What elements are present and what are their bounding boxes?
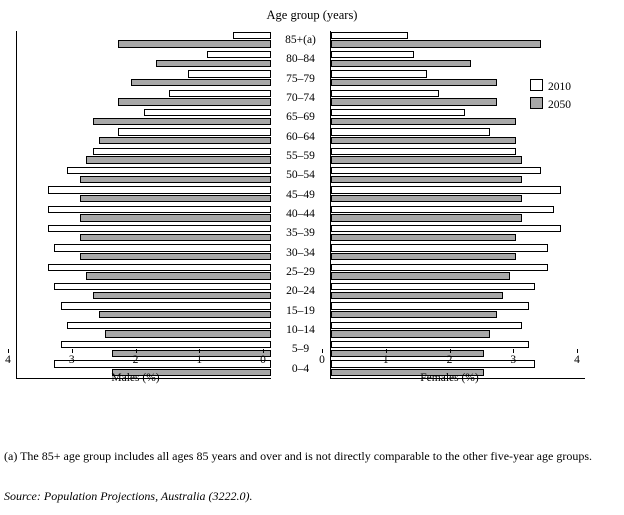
age-group-label: 60–64 (286, 130, 315, 143)
females-bar-row (331, 224, 585, 242)
bar-females-2010 (331, 32, 408, 39)
age-group-row (271, 166, 330, 184)
age-group-label: 40–44 (286, 208, 315, 220)
bar-females-2050 (331, 156, 522, 163)
age-group-row (271, 50, 330, 68)
males-axis (5, 349, 266, 371)
bar-males-2010 (118, 128, 271, 135)
age-group-row (271, 31, 330, 49)
bar-males-2010 (67, 167, 271, 174)
axis-tick (199, 349, 200, 353)
age-group-row (271, 263, 330, 281)
legend-swatch (530, 97, 543, 109)
legend-item (530, 78, 571, 96)
axis-tick-label: 1 (382, 354, 389, 366)
chart-legend (530, 78, 571, 114)
bar-males-2050 (118, 98, 271, 105)
bar-males-2010 (93, 148, 272, 155)
age-group-row (271, 147, 330, 165)
bar-females-2050 (331, 60, 471, 67)
males-axis-title: Males (%) (111, 372, 160, 384)
legend-label: 2010 (548, 81, 571, 93)
age-group-label: 75–79 (286, 72, 315, 85)
bar-males-2050 (80, 214, 271, 221)
bar-males-2010 (61, 341, 271, 348)
axis-tick (136, 349, 137, 353)
bar-males-2050 (80, 253, 271, 260)
males-bar-row (17, 186, 271, 204)
axis-tick-label: 4 (574, 354, 580, 366)
age-group-row (271, 321, 330, 339)
age-group-label: 65–69 (286, 111, 315, 124)
age-group-row (271, 186, 330, 204)
females-bar-row (331, 205, 585, 223)
bar-females-2010 (331, 206, 554, 213)
bar-females-2010 (331, 341, 529, 348)
males-bar-row (17, 166, 271, 184)
males-panel (16, 31, 271, 379)
axis-tick (322, 349, 323, 353)
age-group-label: 55–59 (286, 150, 315, 162)
age-group-row (271, 128, 330, 146)
bar-females-2050 (331, 272, 510, 279)
males-bar-row (17, 147, 271, 165)
axis-tick-label: 4 (5, 354, 11, 366)
page-title: Age group (years) (266, 8, 358, 22)
age-group-labels (271, 31, 330, 379)
bar-females-2050 (331, 330, 490, 337)
males-bar-row (17, 50, 271, 68)
females-bar-row (331, 263, 585, 281)
axis-tick-label: 0 (319, 354, 325, 366)
bar-males-2010 (48, 186, 271, 193)
males-bar-row (17, 108, 271, 126)
legend-item (530, 96, 571, 114)
bar-females-2010 (331, 186, 561, 193)
females-bar-row (331, 128, 585, 146)
bar-females-2010 (331, 90, 439, 97)
footnote-a: (a) The 85+ age group includes all ages 85 years and over and is not directly comparable to the other five-year age groups. (4, 449, 592, 463)
bar-females-2010 (331, 322, 522, 329)
legend-label: 2050 (548, 99, 571, 111)
age-group-label: 70–74 (286, 92, 315, 104)
females-bar-row (331, 282, 585, 300)
females-bar-row (331, 147, 585, 165)
age-group-row (271, 108, 330, 126)
age-group-row (271, 70, 330, 88)
axis-tick (72, 349, 73, 353)
females-bar-row (331, 302, 585, 320)
axis-tick-label: 0 (260, 354, 266, 366)
bar-females-2050 (331, 137, 516, 144)
bar-females-2010 (331, 70, 427, 77)
bar-males-2050 (131, 79, 271, 86)
females-bar-row (331, 244, 585, 262)
bar-females-2010 (331, 128, 490, 135)
bar-males-2050 (93, 292, 272, 299)
axis-tick-label: 3 (510, 354, 517, 366)
bar-females-2010 (331, 302, 529, 309)
bar-females-2050 (331, 79, 497, 86)
males-bar-row (17, 89, 271, 107)
females-bar-row (331, 166, 585, 184)
bar-females-2010 (331, 244, 548, 251)
males-bar-row (17, 31, 271, 49)
males-bar-row (17, 128, 271, 146)
bar-males-2050 (99, 311, 271, 318)
bar-males-2010 (144, 109, 272, 116)
bar-males-2050 (156, 60, 271, 67)
bar-females-2050 (331, 118, 516, 125)
age-group-label: 50–54 (286, 169, 315, 182)
bar-females-2050 (331, 311, 497, 318)
bar-females-2010 (331, 167, 541, 174)
males-bar-row (17, 321, 271, 339)
females-axis (319, 349, 580, 371)
age-group-label: 85+(a) (285, 34, 316, 46)
axis-tick (386, 349, 387, 353)
bar-females-2050 (331, 195, 522, 202)
pyramid-plot-area (8, 31, 616, 379)
axis-tick-label: 1 (196, 354, 203, 366)
females-bar-row (331, 31, 585, 49)
axis-tick (577, 349, 578, 353)
bar-males-2010 (54, 283, 271, 290)
age-group-label: 20–24 (286, 285, 315, 298)
bar-males-2010 (48, 264, 271, 271)
females-bar-row (331, 50, 585, 68)
bar-females-2010 (331, 51, 414, 58)
males-bar-row (17, 282, 271, 300)
age-group-label: 5–9 (291, 343, 310, 356)
age-group-row (271, 302, 330, 320)
bar-males-2050 (86, 272, 271, 279)
females-bar-row (331, 186, 585, 204)
bar-males-2050 (105, 330, 271, 337)
bar-males-2010 (54, 244, 271, 251)
males-bar-row (17, 244, 271, 262)
bar-females-2050 (331, 98, 497, 105)
bar-females-2050 (331, 214, 522, 221)
age-group-label: 30–34 (286, 246, 315, 259)
bar-females-2010 (331, 225, 561, 232)
bar-males-2010 (48, 225, 271, 232)
bar-males-2010 (48, 206, 271, 213)
age-group-label: 45–49 (286, 188, 315, 201)
axis-tick-label: 2 (446, 354, 453, 366)
bar-males-2010 (169, 90, 271, 97)
bar-males-2050 (80, 176, 271, 183)
axis-tick-label: 2 (132, 354, 139, 366)
age-group-row (271, 282, 330, 300)
age-group-label: 80–84 (286, 53, 315, 66)
bar-females-2050 (331, 253, 516, 260)
bar-males-2010 (233, 32, 271, 39)
age-group-row (271, 89, 330, 107)
males-bar-row (17, 205, 271, 223)
bar-males-2050 (118, 40, 271, 47)
axis-tick (513, 349, 514, 353)
females-axis-title: Females (%) (420, 372, 479, 384)
males-bar-row (17, 302, 271, 320)
bar-males-2050 (86, 156, 271, 163)
legend-swatch (530, 79, 543, 91)
males-bar-row (17, 263, 271, 281)
age-group-row (271, 224, 330, 242)
footnote-source: Source: Population Projections, Australia (3222.0). (4, 489, 253, 503)
age-group-label: 35–39 (286, 227, 315, 240)
bar-males-2010 (67, 322, 271, 329)
age-group-label: 25–29 (286, 266, 315, 278)
age-group-row (271, 205, 330, 223)
bar-females-2050 (331, 292, 503, 299)
axis-tick (8, 349, 9, 353)
females-bar-row (331, 321, 585, 339)
males-bar-row (17, 224, 271, 242)
axis-tick (263, 349, 264, 353)
age-group-label: 0–4 (291, 362, 310, 375)
axis-tick-label: 3 (68, 354, 75, 366)
bar-males-2050 (80, 195, 271, 202)
bar-males-2010 (61, 302, 271, 309)
bar-females-2010 (331, 109, 465, 116)
bar-males-2010 (207, 51, 271, 58)
axis-tick (450, 349, 451, 353)
age-group-label: 15–19 (286, 304, 315, 317)
males-bar-row (17, 70, 271, 88)
bar-males-2050 (99, 137, 271, 144)
bar-females-2050 (331, 176, 522, 183)
bar-males-2050 (80, 234, 271, 241)
age-group-label: 10–14 (286, 324, 315, 336)
age-group-row (271, 244, 330, 262)
bar-females-2050 (331, 234, 516, 241)
bar-females-2010 (331, 148, 516, 155)
bar-females-2010 (331, 264, 548, 271)
bar-females-2050 (331, 40, 541, 47)
bar-males-2050 (93, 118, 272, 125)
bar-males-2010 (188, 70, 271, 77)
bar-females-2010 (331, 283, 535, 290)
